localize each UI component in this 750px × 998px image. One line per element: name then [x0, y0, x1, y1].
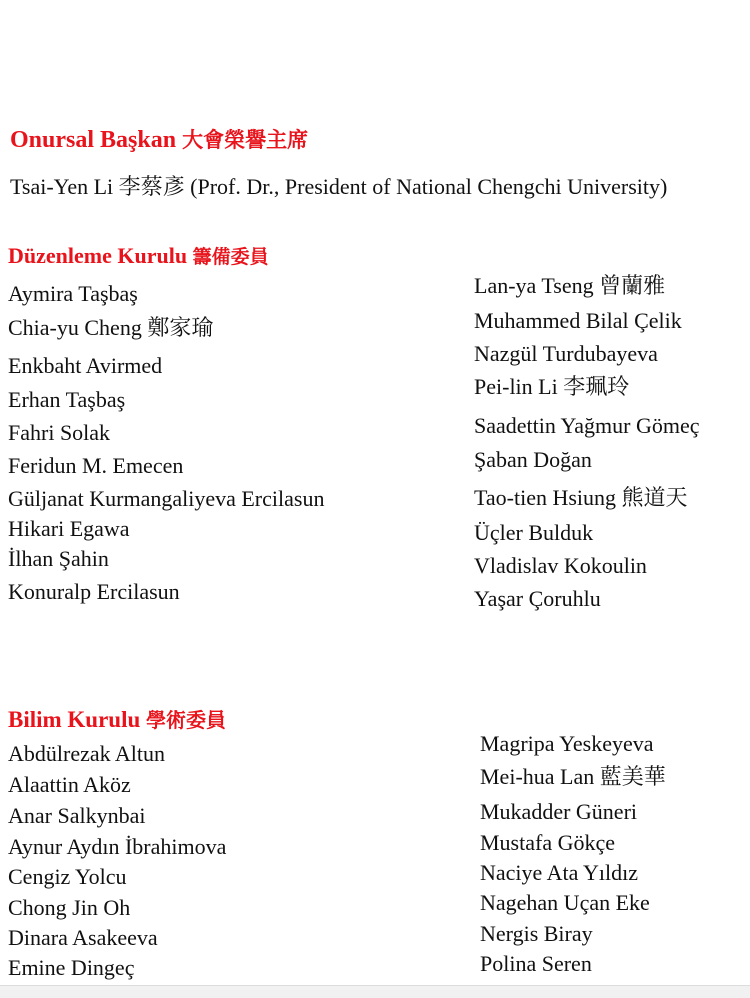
- list-item: Pei-lin Li 李珮玲: [474, 374, 630, 399]
- list-item: Enkbaht Avirmed: [8, 353, 163, 378]
- list-item: Anar Salkynbai: [8, 803, 146, 828]
- list-item: Chong Jin Oh: [8, 895, 131, 920]
- list-item: Konuralp Ercilasun: [8, 579, 180, 604]
- list-item: Aynur Aydın İbrahimova: [8, 834, 227, 859]
- list-item: Fahri Solak: [8, 420, 111, 445]
- list-item: Lan-ya Tseng 曾蘭雅: [474, 273, 666, 298]
- organizing-heading-tr: Düzenleme Kurulu: [8, 243, 188, 268]
- viewer-bottom-bar: [0, 985, 750, 998]
- scientific-heading-zh: 學術委員: [146, 708, 227, 732]
- list-item: Feridun M. Emecen: [8, 453, 184, 478]
- list-item: Yaşar Çoruhlu: [474, 586, 601, 611]
- list-item: Cengiz Yolcu: [8, 864, 127, 889]
- honorary-heading-tr: Onursal Başkan: [10, 127, 177, 153]
- list-item: Vladislav Kokoulin: [474, 553, 647, 578]
- list-item: Polina Seren: [480, 951, 592, 976]
- list-item: Naciye Ata Yıldız: [480, 860, 639, 885]
- list-item: Emine Dingeç: [8, 955, 135, 980]
- list-item: Magripa Yeskeyeva: [480, 731, 654, 756]
- list-item: Nagehan Uçan Eke: [480, 890, 650, 915]
- list-item: Chia-yu Cheng 鄭家瑜: [8, 315, 214, 340]
- list-item: İlhan Şahin: [8, 546, 109, 571]
- list-item: Dinara Asakeeva: [8, 925, 158, 950]
- list-item: Mukadder Güneri: [480, 799, 638, 824]
- honorary-heading: [10, 124, 308, 154]
- list-item: Güljanat Kurmangaliyeva Ercilasun: [8, 486, 325, 511]
- list-item: Saadettin Yağmur Gömeç: [474, 413, 700, 438]
- list-item: Mustafa Gökçe: [480, 830, 616, 855]
- honorary-president-line: Tsai-Yen Li 李蔡彥 (Prof. Dr., President of National Chengchi University): [10, 174, 668, 199]
- list-item: Tao-tien Hsiung 熊道天: [474, 485, 688, 510]
- honorary-heading-zh: 大會榮譽主席: [182, 128, 309, 152]
- list-item: Mei-hua Lan 藍美華: [480, 764, 666, 789]
- scientific-committee-heading: [8, 704, 226, 733]
- scientific-heading-tr: Bilim Kurulu: [8, 707, 141, 732]
- list-item: Muhammed Bilal Çelik: [474, 308, 682, 333]
- list-item: Şaban Doğan: [474, 447, 592, 472]
- list-item: Üçler Bulduk: [474, 520, 594, 545]
- list-item: Erhan Taşbaş: [8, 387, 126, 412]
- list-item: Alaattin Aköz: [8, 772, 131, 797]
- list-item: Nergis Biray: [480, 921, 593, 946]
- list-item: Hikari Egawa: [8, 516, 130, 541]
- list-item: Abdülrezak Altun: [8, 741, 166, 766]
- list-item: Nazgül Turdubayeva: [474, 341, 658, 366]
- organizing-heading-zh: 籌備委員: [192, 246, 269, 268]
- list-item: Aymira Taşbaş: [8, 281, 138, 306]
- organizing-committee-heading: [8, 242, 269, 269]
